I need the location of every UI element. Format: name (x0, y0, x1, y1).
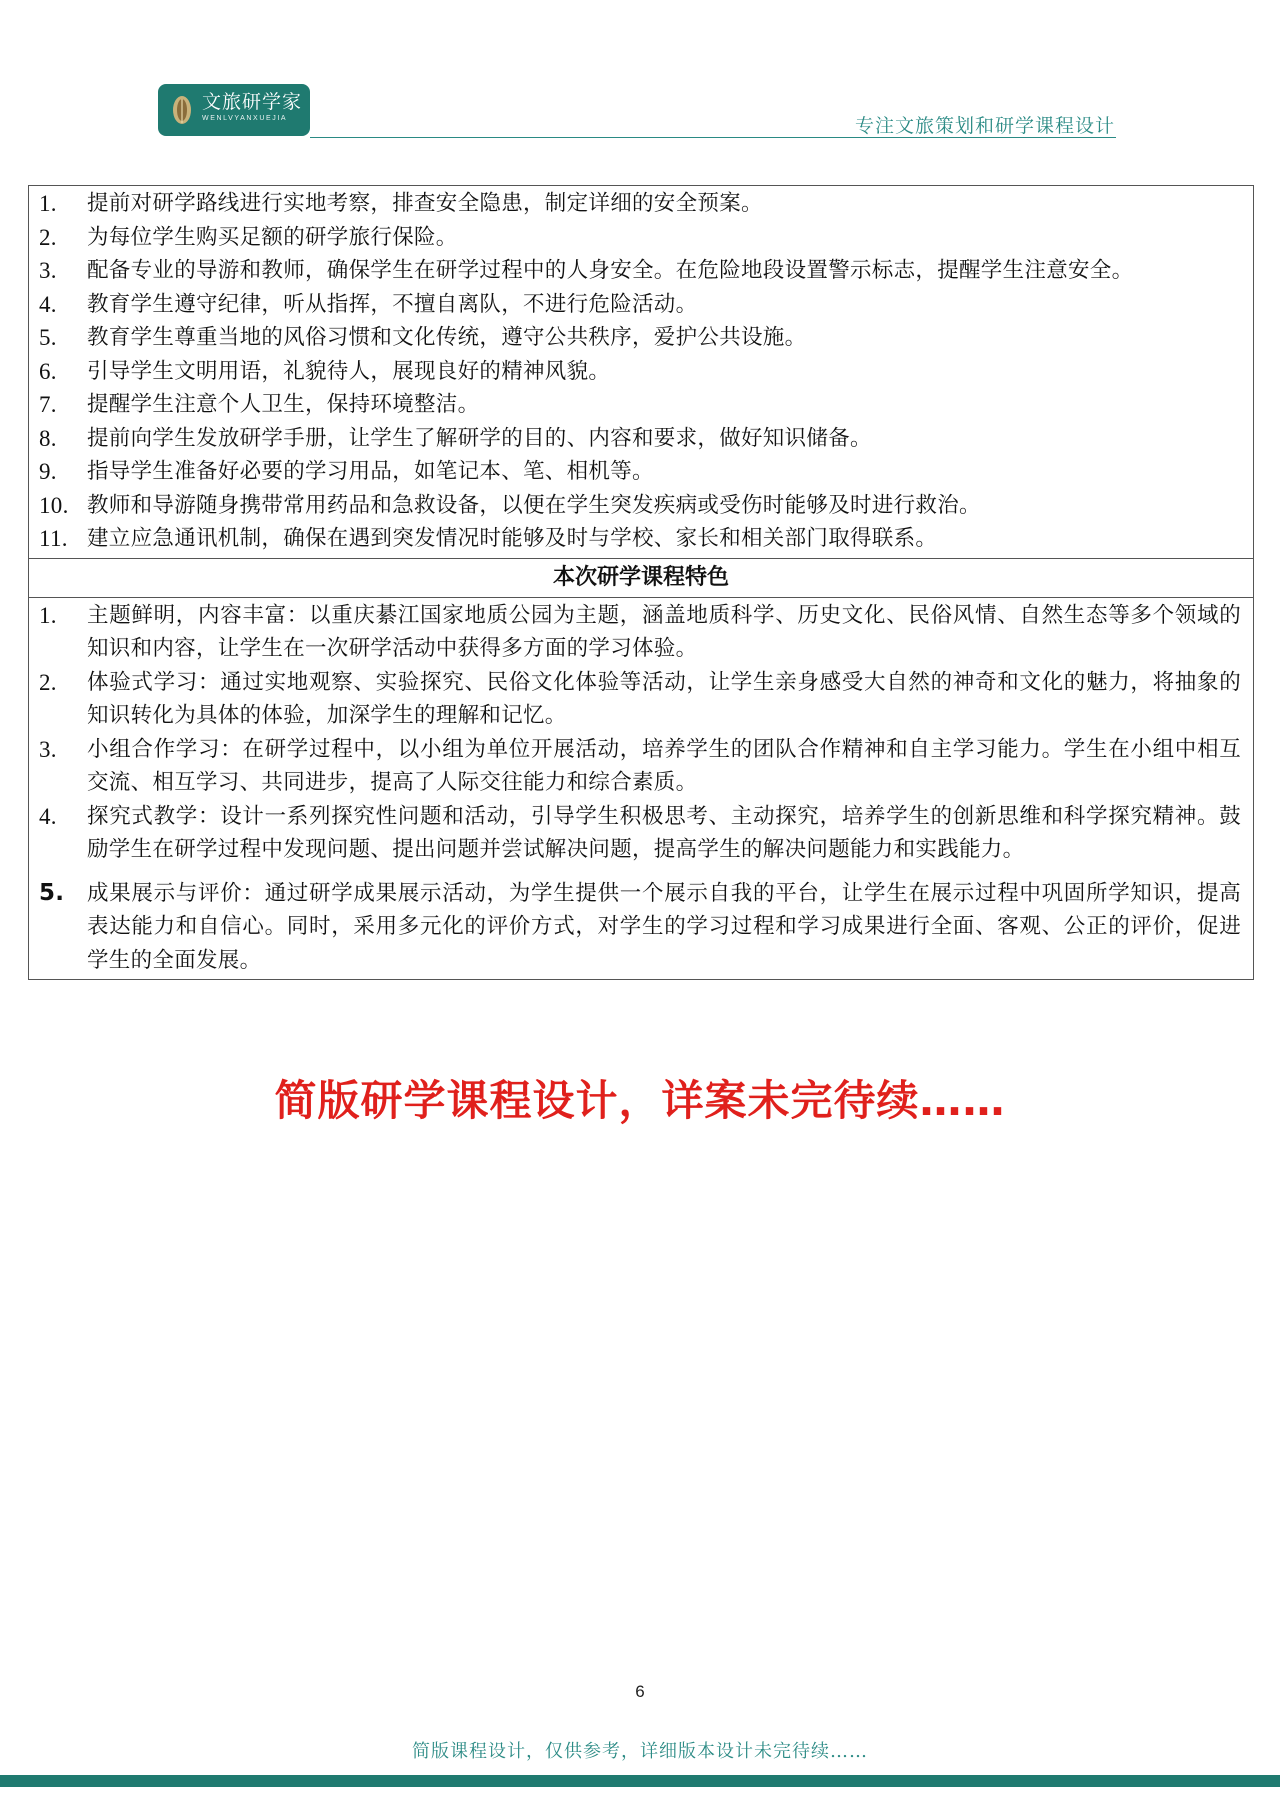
item-text: 为每位学生购买足额的研学旅行保险。 (87, 224, 458, 250)
item-text: 教育学生尊重当地的风俗习惯和文化传统，遵守公共秩序，爱护公共设施。 (87, 325, 807, 350)
item-number: 2. (39, 224, 57, 250)
item-text: 引导学生文明用语，礼貌待人，展现良好的精神风貌。 (87, 358, 611, 384)
item-number: 1. (39, 191, 57, 216)
list-item (29, 877, 1241, 978)
footer-note: 简版课程设计，仅供参考，详细版本设计未完待续…… (412, 1741, 868, 1762)
item-number: 1. (39, 602, 57, 628)
item-text: 建立应急通讯机制，确保在遇到突发情况时能够及时与学校、家长和相关部门取得联系。 (87, 526, 938, 551)
item-text: 提前对研学路线进行实地考察，排查安全隐患，制定详细的安全预案。 (87, 191, 763, 216)
list-item (29, 254, 1241, 288)
list-item (29, 733, 1241, 800)
item-number: 4. (39, 291, 57, 317)
item-text: 配备专业的导游和教师，确保学生在研学过程中的人身安全。在危险地段设置警示标志，提醒学生注意安全。 (87, 258, 1134, 283)
list-item (29, 321, 1241, 355)
item-number: 8. (39, 425, 57, 451)
features-section (29, 558, 1253, 980)
item-number: 11. (39, 526, 68, 551)
section-heading: 本次研学课程特色 (29, 559, 1253, 598)
item-text: 指导学生准备好必要的学习用品，如笔记本、笔、相机等。 (87, 459, 654, 484)
footer-bar (0, 1775, 1280, 1787)
item-text: 提醒学生注意个人卫生，保持环境整洁。 (87, 392, 480, 417)
item-text: 成果展示与评价：通过研学成果展示活动，为学生提供一个展示自我的平台，让学生在展示过程中巩固所学知识，提高表达能力和自信心。同时，采用多元化的评价方式，对学生的学习过程和学习成果进行全面、客观、公正的评价，促进学生的全面发展。 (87, 880, 1241, 973)
list-item (29, 599, 1241, 666)
list-item (29, 388, 1241, 422)
logo-subtitle: WENLVYANXUEJIA (202, 115, 288, 122)
item-number: 4. (39, 803, 57, 829)
item-number: 5. (39, 325, 57, 350)
logo-name: 文旅研学家 (202, 91, 303, 113)
list-item (29, 455, 1241, 489)
list-item (29, 666, 1241, 733)
brand-logo (158, 84, 310, 136)
item-number: 7. (39, 392, 57, 417)
item-number: 3. (39, 736, 57, 762)
item-text: 探究式教学：设计一系列探究性问题和活动，引导学生积极思考、主动探究，培养学生的创新思维和科学探究精神。鼓励学生在研学过程中发现问题、提出问题并尝试解决问题，提高学生的解决问题能力和实践能力。 (87, 803, 1241, 862)
list-item (29, 221, 1241, 255)
list-item (29, 489, 1241, 523)
item-number: 9. (39, 459, 57, 484)
item-text: 教师和导游随身携带常用药品和急救设备，以便在学生突发疾病或受伤时能够及时进行救治。 (87, 492, 981, 518)
item-number: 3. (39, 258, 57, 283)
list-item (29, 288, 1241, 322)
item-text: 提前向学生发放研学手册，让学生了解研学的目的、内容和要求，做好知识储备。 (87, 425, 872, 451)
continuation-notice: 简版研学课程设计，详案未完待续…… (274, 1076, 1006, 1125)
item-text: 教育学生遵守纪律，听从指挥，不擅自离队，不进行危险活动。 (87, 291, 698, 317)
safety-section (29, 186, 1253, 558)
item-number: 5. (39, 879, 65, 906)
header-divider (310, 137, 1116, 138)
item-text: 主题鲜明，内容丰富：以重庆綦江国家地质公园为主题，涵盖地质科学、历史文化、民俗风情、自然生态等多个领域的知识和内容，让学生在一次研学活动中获得多方面的学习体验。 (87, 602, 1241, 661)
list-item (29, 187, 1241, 221)
list-item (29, 800, 1241, 867)
item-text: 体验式学习：通过实地观察、实验探究、民俗文化体验等活动，让学生亲身感受大自然的神奇和文化的魅力，将抽象的知识转化为具体的体验，加深学生的理解和记忆。 (87, 669, 1241, 728)
item-number: 10. (39, 492, 69, 518)
safety-list (29, 186, 1253, 558)
page-number: 6 (635, 1682, 645, 1701)
list-item (29, 422, 1241, 456)
item-number: 2. (39, 669, 57, 695)
list-item (29, 355, 1241, 389)
item-text: 小组合作学习：在研学过程中，以小组为单位开展活动，培养学生的团队合作精神和自主学习能力。学生在小组中相互交流、相互学习、共同进步，提高了人际交往能力和综合素质。 (87, 736, 1241, 795)
header-tagline: 专注文旅策划和研学课程设计 (854, 115, 1115, 137)
features-list (29, 598, 1253, 980)
content-table (28, 185, 1254, 980)
list-item (29, 522, 1241, 556)
leaf-logo-icon (168, 93, 196, 127)
item-number: 6. (39, 358, 57, 384)
